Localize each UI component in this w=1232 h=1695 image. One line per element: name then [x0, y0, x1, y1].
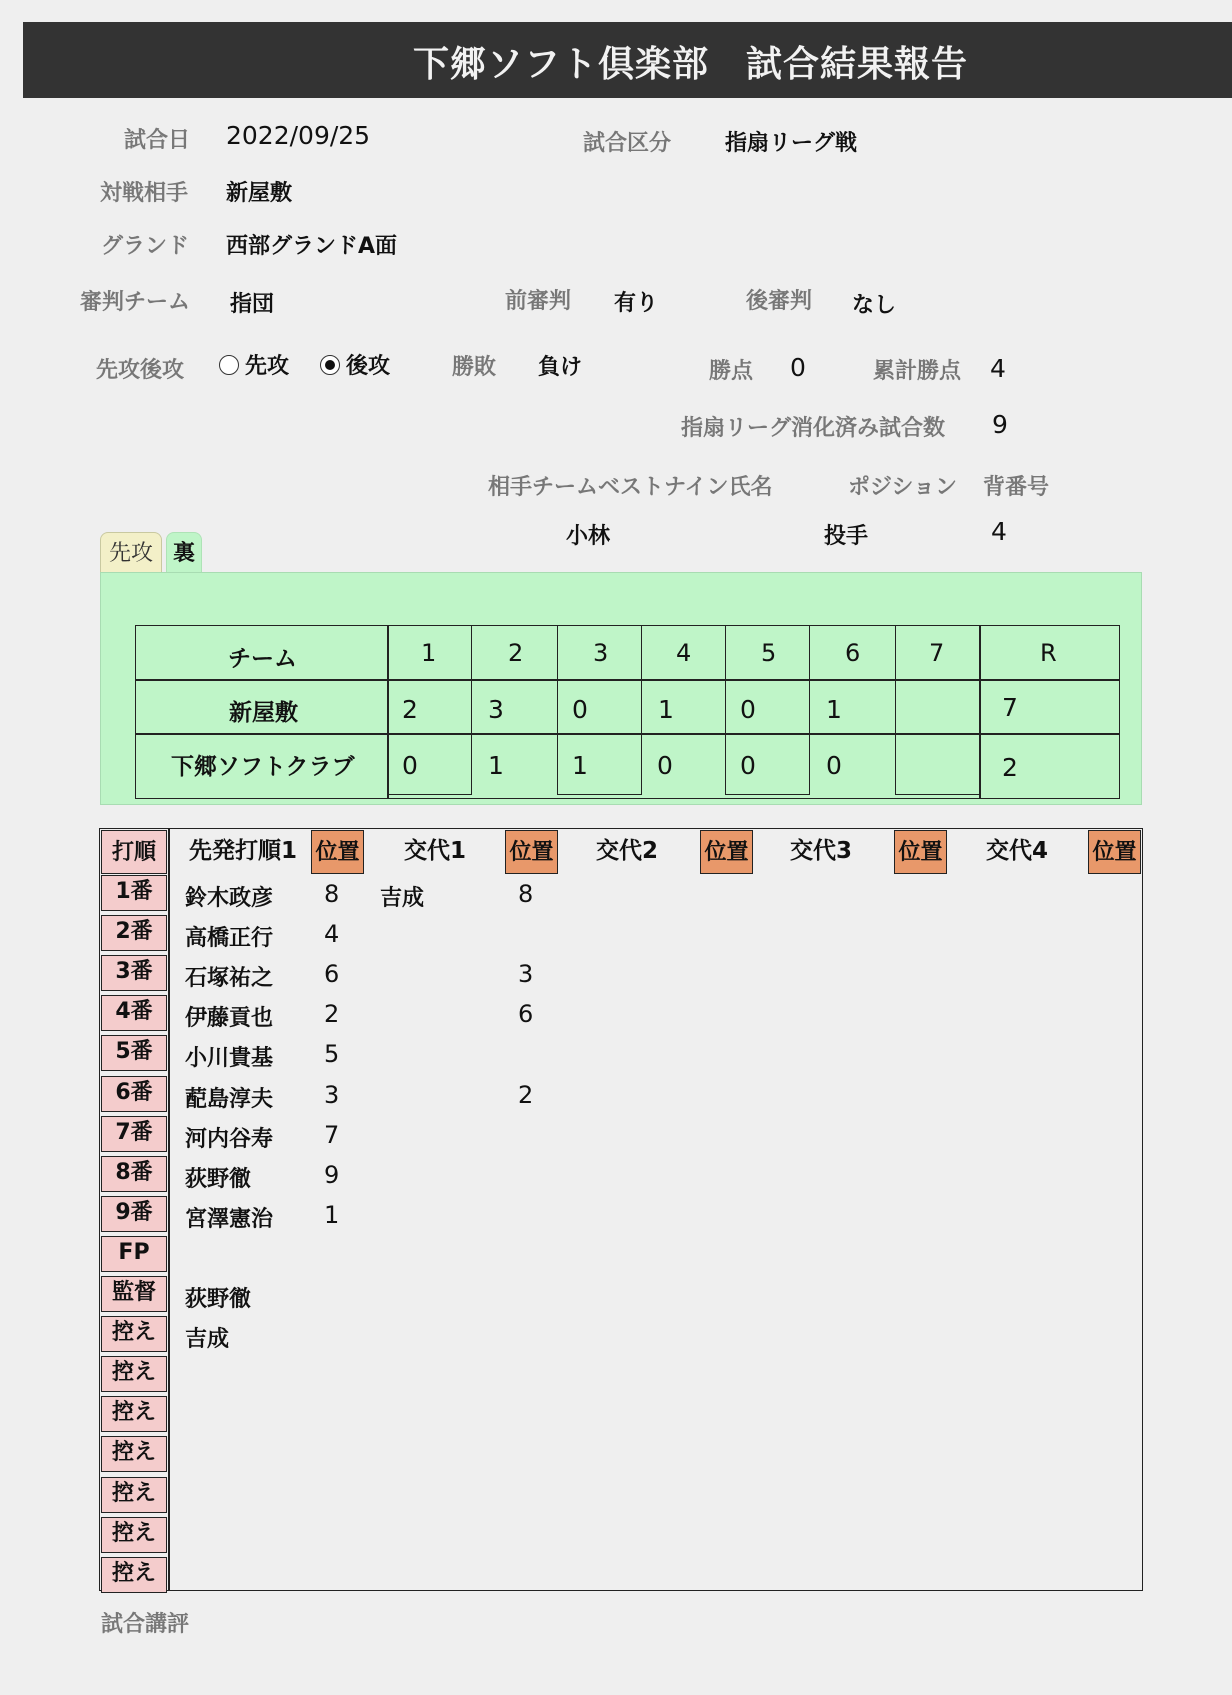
order-label: 先攻後攻: [96, 358, 185, 383]
radio-first-label: 先攻: [245, 354, 290, 379]
player-name: 宮澤憲治: [185, 1207, 274, 1232]
score-cell: 3: [488, 695, 504, 724]
order-cell: FP: [101, 1236, 167, 1272]
order-cell: 控え: [101, 1356, 167, 1392]
order-cell: 4番: [101, 995, 167, 1031]
player-position: 9: [324, 1161, 340, 1189]
review-label: 試合講評: [101, 1612, 190, 1637]
sub3-header: 交代3: [790, 838, 853, 864]
opponent-label: 対戦相手: [100, 181, 189, 206]
sub4-header: 交代4: [986, 838, 1049, 864]
umpire-team-label: 審判チーム: [80, 290, 191, 315]
order-cell: 5番: [101, 1035, 167, 1071]
player-name: 荻野徹: [185, 1167, 252, 1192]
score-cell: 2: [402, 695, 418, 724]
order-cell: 控え: [101, 1396, 167, 1432]
score-header-6: 6: [845, 639, 861, 667]
order-cell: 控え: [101, 1477, 167, 1513]
ground-label: グランド: [101, 234, 190, 259]
lineup-divider: [168, 828, 170, 1591]
ground-value: 西部グランドA面: [226, 234, 398, 259]
rear-umpire-label: 後審判: [746, 289, 813, 314]
player-name: 河内谷寿: [185, 1127, 274, 1152]
score-header-team: チーム: [228, 646, 297, 672]
player-position: 8: [324, 880, 340, 908]
score-header-4: 4: [676, 639, 692, 667]
result-value: 負け: [538, 355, 583, 380]
radio-second[interactable]: [320, 349, 390, 380]
score-total: 2: [1002, 753, 1018, 782]
order-cell: 控え: [101, 1557, 167, 1593]
player-position: 3: [324, 1081, 340, 1109]
games-played-label: 指扇リーグ消化済み試合数: [681, 416, 946, 441]
best-nine-number: 4: [991, 517, 1007, 546]
sub1-position: 3: [518, 960, 534, 988]
page-header: [23, 22, 1232, 98]
order-cell: 控え: [101, 1316, 167, 1352]
order-cell: 8番: [101, 1156, 167, 1192]
points-label: 勝点: [709, 359, 754, 384]
score-header-1: 1: [421, 639, 437, 667]
score-header-3: 3: [593, 639, 609, 667]
sub1-position: 2: [518, 1081, 534, 1109]
player-name: 小川貴基: [185, 1046, 274, 1071]
pos-header: 位置: [700, 830, 753, 874]
player-position: 5: [324, 1040, 340, 1068]
pos-header: 位置: [311, 830, 364, 874]
player-position: 7: [324, 1121, 340, 1149]
rear-umpire-value: なし: [852, 293, 897, 318]
page-title: 下郷ソフト倶楽部 試合結果報告: [413, 44, 969, 85]
best-nine-position: 投手: [824, 524, 869, 549]
order-cell: 1番: [101, 875, 167, 911]
order-cell: 9番: [101, 1196, 167, 1232]
sub1-position: 6: [518, 1000, 534, 1028]
score-cell: 0: [740, 751, 756, 780]
pos-header: 位置: [894, 830, 947, 874]
result-label: 勝敗: [452, 355, 497, 380]
best-nine-name-header: 相手チームベストナイン氏名: [488, 475, 773, 500]
score-team-name: 新屋敷: [229, 700, 298, 726]
order-cell: 7番: [101, 1116, 167, 1152]
score-cell: 0: [657, 751, 673, 780]
player-position: 2: [324, 1000, 340, 1028]
player-name: 高橋正行: [185, 926, 274, 951]
front-umpire-label: 前審判: [505, 289, 572, 314]
order-cell: 控え: [101, 1436, 167, 1472]
player-name: 蓜島淳夫: [185, 1087, 274, 1112]
score-cell: 1: [826, 695, 842, 724]
player-name: 荻野徹: [185, 1287, 252, 1312]
category-label: 試合区分: [583, 131, 672, 156]
best-nine-position-header: ポジション: [848, 475, 958, 500]
total-points-value: 4: [990, 354, 1006, 383]
total-points-label: 累計勝点: [873, 359, 962, 384]
radio-first-circle[interactable]: [219, 355, 239, 375]
starter-header: 先発打順1: [189, 838, 298, 864]
sub1-name: 吉成: [380, 886, 425, 911]
player-name: 伊藤貢也: [185, 1006, 274, 1031]
category-value: 指扇リーグ戦: [725, 131, 858, 156]
pos-header: 位置: [1088, 830, 1141, 874]
order-cell: 2番: [101, 915, 167, 951]
score-cell: 0: [402, 751, 418, 780]
score-cell: 0: [572, 695, 588, 724]
score-header-7: 7: [929, 639, 945, 667]
order-cell: 控え: [101, 1517, 167, 1553]
score-cell: 0: [826, 751, 842, 780]
score-header-r: R: [1040, 639, 1057, 667]
opponent-value: 新屋敷: [226, 181, 293, 206]
score-total: 7: [1002, 693, 1018, 722]
best-nine-number-header: 背番号: [983, 475, 1050, 500]
score-header-2: 2: [508, 639, 524, 667]
games-played-value: 9: [992, 410, 1008, 439]
order-cell: 3番: [101, 955, 167, 991]
score-cell: 0: [740, 695, 756, 724]
score-cell: 1: [572, 751, 588, 780]
player-name: 吉成: [185, 1327, 230, 1352]
player-position: 6: [324, 960, 340, 988]
order-cell: 監督: [101, 1276, 167, 1312]
best-nine-name: 小林: [566, 524, 611, 549]
umpire-team-value: 指団: [230, 292, 275, 317]
player-position: 1: [324, 1201, 340, 1229]
score-header-5: 5: [761, 639, 777, 667]
tab-first[interactable]: 先攻: [100, 532, 162, 572]
sub2-header: 交代2: [596, 838, 659, 864]
date-label: 試合日: [124, 128, 191, 153]
front-umpire-value: 有り: [614, 291, 659, 316]
sub1-position: 8: [518, 880, 534, 908]
player-name: 鈴木政彦: [185, 886, 274, 911]
radio-second-circle[interactable]: [320, 355, 340, 375]
points-value: 0: [790, 353, 806, 382]
score-team-name: 下郷ソフトクラブ: [171, 754, 355, 780]
date-value: 2022/09/25: [226, 121, 371, 150]
radio-first[interactable]: [219, 349, 289, 380]
tab-second[interactable]: 裏: [166, 532, 202, 572]
score-cell: 1: [488, 751, 504, 780]
order-cell: 6番: [101, 1076, 167, 1112]
player-name: 石塚祐之: [185, 966, 274, 991]
player-position: 4: [324, 920, 340, 948]
score-cell: 1: [658, 695, 674, 724]
sub1-header: 交代1: [404, 838, 467, 864]
pos-header: 位置: [505, 830, 558, 874]
order-header: 打順: [101, 830, 167, 874]
radio-second-label: 後攻: [346, 354, 391, 379]
